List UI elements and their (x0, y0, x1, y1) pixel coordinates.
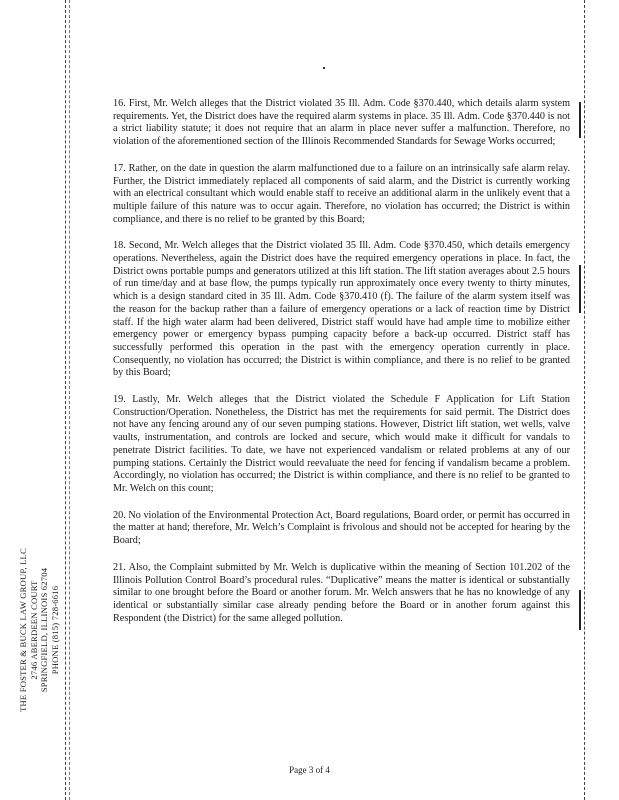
right-margin-rule (584, 0, 585, 800)
left-margin-rule-inner (69, 0, 70, 800)
paragraph-17: 17. Rather, on the date in question the alarm malfunctioned due to a failure on an intrinsically safe alarm relay. Further, the District immediately replaced all components of said alarm, and the District is currently working with an electrical consultant which would enable staff to receive an additional alarm in the unlikely event that a multiple failure of this nature was to occur again. Therefore, no violation has occurred; the District is within compliance, and there is no relief to be granted by this Board; (113, 162, 570, 225)
paragraph-19: 19. Lastly, Mr. Welch alleges that the District violated the Schedule F Application for Lift Station Construction/Operation. Nonetheless, the District has met the requirements for said permit. The District does not have any fencing around any of our seven pumping stations. However, District lift station, wet wells, valve vaults, instrumentation, and controls are locked and secure, which would make it difficult for vandals to penetrate District facilities. To date, we have not experienced vandalism or related problems at any of our pumping stations. Certainly the District would reevaluate the need for fencing if vandalism became a problem. Accordingly, no violation has occurred; the District is within compliance, and there is no relief to be granted to Mr. Welch on this count; (113, 394, 570, 494)
firm-letterhead (18, 500, 60, 760)
paragraph-20: 20. No violation of the Environmental Protection Act, Board regulations, Board order, or permit has occurred in the matter at hand; therefore, Mr. Welch’s Complaint is frivolous and should not be accepted for hearing by the Board; (113, 509, 570, 547)
document-body (113, 98, 570, 639)
paragraph-16: 16. First, Mr. Welch alleges that the District violated 35 Ill. Adm. Code §370.440, which details alarm system requirements. Yet, the District does have the required alarm systems in place. 35 Ill. Adm. Code §370.440 is not a strict liability statute; it does not require that an alarm in place never suffer a malfunction. Therefore, no violation of the aforementioned section of the Illinois Recommended Standards for Sewage Works occurred; (113, 98, 570, 148)
firm-city: SPRINGFIELD, ILLINOIS 62704 (39, 567, 49, 693)
page-number: Page 3 of 4 (289, 765, 330, 775)
firm-name: THE FOSTER & BUCK LAW GROUP, LLC (18, 548, 28, 712)
revision-bar (579, 590, 581, 630)
revision-bar (579, 265, 581, 313)
paragraph-18: 18. Second, Mr. Welch alleges that the District violated 35 Ill. Adm. Code §370.450, which details emergency operations. Nevertheless, again the District does have the required emergency operations in place. In fact, the District owns portable pumps and generators utilized at this lift station. The lift station averages about 2.5 hours of run time/day and at base flow, the pumps typically run approximately once every twenty to thirty minutes, which is a design standard cited in 35 Ill. Adm. Code §370.410 (f). The failure of the alarm system itself was the reason for the backup rather than a failure of emergency operations or a lack of reaction time by District staff. If the high water alarm had been delivered, District staff would have had ample time to mobilize either emergency power or emergency bypass pumping capacity before a back-up occurred. District staff has successfully performed this operation in the past with the emergency operation currently in place. Consequently, no violation has occurred; the District is within compliance, and there is no relief to be granted by this Board; (113, 240, 570, 379)
paragraph-21: 21. Also, the Complaint submitted by Mr. Welch is duplicative within the meaning of Section 101.202 of the Illinois Pollution Control Board’s procedural rules. “Duplicative” means the matter is identical or substantially similar to one brought before the Board or another forum. Mr. Welch answers that he has no knowledge of any identical or substantially similar case already pending before the Board or in another forum against this Respondent (the District) for the same alleged pollution. (113, 561, 570, 624)
scan-speck (323, 67, 325, 69)
firm-street: 2746 ABERDEEN COURT (28, 580, 39, 680)
revision-bar (579, 102, 581, 138)
firm-phone: PHONE (815) 728-6616 (49, 585, 60, 675)
left-margin-rule (65, 0, 66, 800)
